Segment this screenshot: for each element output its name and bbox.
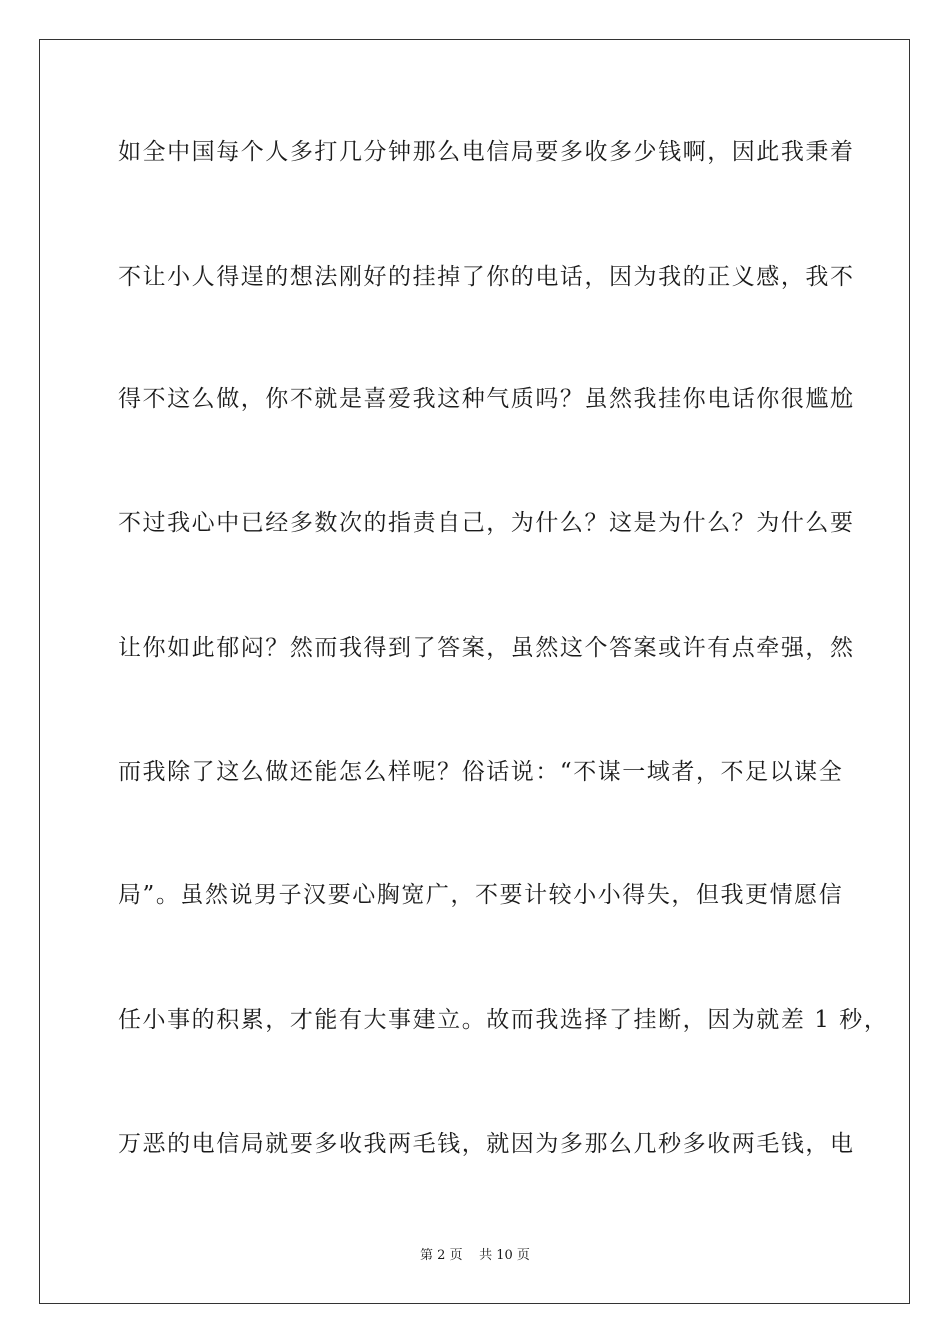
text-line: 得不这么做，你不就是喜爱我这种气质吗？虽然我挂你电话你很尴尬	[118, 386, 855, 412]
text-line: 不过我心中已经多数次的指责自己，为什么？这是为什么？为什么要	[118, 510, 855, 536]
page-footer	[0, 1244, 950, 1263]
page-number: 第 2 页	[420, 1248, 463, 1263]
text-line: 而我除了这么做还能怎么样呢？俗话说：“不谋一域者，不足以谋全	[118, 759, 844, 785]
text-line: 任小事的积累，才能有大事建立。故而我选择了挂断，因为就差 1 秒，	[118, 1007, 889, 1033]
text-line: 让你如此郁闷？然而我得到了答案，虽然这个答案或许有点牵强，然	[118, 635, 855, 661]
total-pages: 共 10 页	[479, 1248, 530, 1263]
text-line: 如全中国每个人多打几分钟那么电信局要多收多少钱啊，因此我秉着	[118, 139, 855, 165]
page-border	[39, 39, 910, 1304]
text-line: 不让小人得逞的想法刚好的挂掉了你的电话，因为我的正义感，我不	[118, 264, 855, 290]
text-line: 万恶的电信局就要多收我两毛钱，就因为多那么几秒多收两毛钱，电	[118, 1131, 855, 1157]
text-line: 局”。虽然说男子汉要心胸宽广，不要计较小小得失，但我更情愿信	[118, 882, 844, 908]
